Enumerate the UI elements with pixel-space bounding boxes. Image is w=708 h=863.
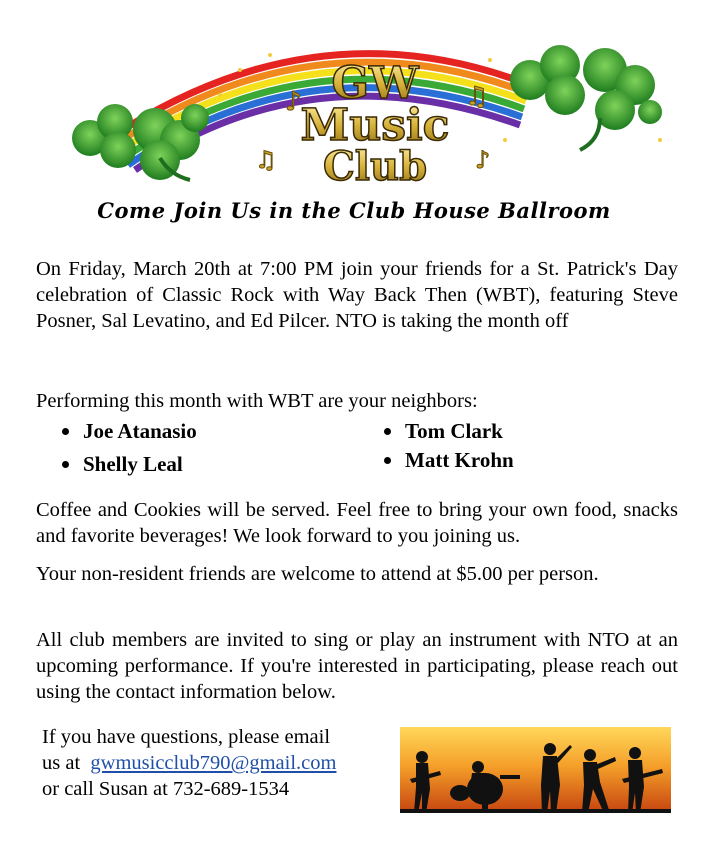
clover-right-icon bbox=[510, 45, 662, 150]
contact-line-1: If you have questions, please email bbox=[42, 726, 331, 748]
svg-text:GW: GW bbox=[331, 58, 419, 109]
band-silhouette-image bbox=[400, 727, 671, 813]
list-item: Matt Krohn bbox=[384, 448, 514, 473]
bullet-icon bbox=[62, 461, 69, 468]
svg-text:Music: Music bbox=[300, 100, 450, 151]
svg-text:♪: ♪ bbox=[475, 146, 491, 174]
gw-music-club-banner bbox=[60, 40, 680, 188]
performers-intro: Performing this month with WBT are your neighbors: bbox=[36, 390, 478, 412]
svg-text:♫: ♫ bbox=[255, 146, 277, 174]
svg-text:Club: Club bbox=[322, 143, 428, 188]
contact-line-3: or call Susan at 732-689-1534 bbox=[42, 778, 290, 800]
email-link[interactable]: gwmusicclub790@gmail.com bbox=[90, 752, 337, 774]
svg-text:♫: ♫ bbox=[465, 82, 489, 112]
event-subtitle: Come Join Us in the Club House Ballroom bbox=[97, 198, 611, 223]
bullet-icon bbox=[384, 428, 391, 435]
refreshments-note: Coffee and Cookies will be served. Feel free to bring your own food, snacks and favorite beverages! We look forward to you joining us. bbox=[36, 499, 678, 547]
bullet-icon bbox=[62, 428, 69, 435]
guest-fee-note: Your non-resident friends are welcome to attend at $5.00 per person. bbox=[36, 563, 599, 585]
list-item: Shelly Leal bbox=[62, 452, 183, 477]
contact-info bbox=[42, 724, 402, 802]
bullet-icon bbox=[384, 457, 391, 464]
event-description: On Friday, March 20th at 7:00 PM join your friends for a St. Patrick's Day celebration of Classic Rock with Way Back Then (WBT), featuring Steve Posner, Sal Levatino, and Ed Pilcer. NTO is taking the month off bbox=[36, 258, 678, 332]
contact-line-2: us at gwmusicclub790@gmail.com bbox=[42, 752, 337, 774]
svg-text:♪: ♪ bbox=[285, 87, 302, 117]
member-invitation: All club members are invited to sing or play an instrument with NTO at an upcoming performance. If you're interested in participating, please reach out using the contact information below. bbox=[36, 629, 678, 703]
list-item: Tom Clark bbox=[384, 419, 503, 444]
list-item: Joe Atanasio bbox=[62, 419, 197, 444]
